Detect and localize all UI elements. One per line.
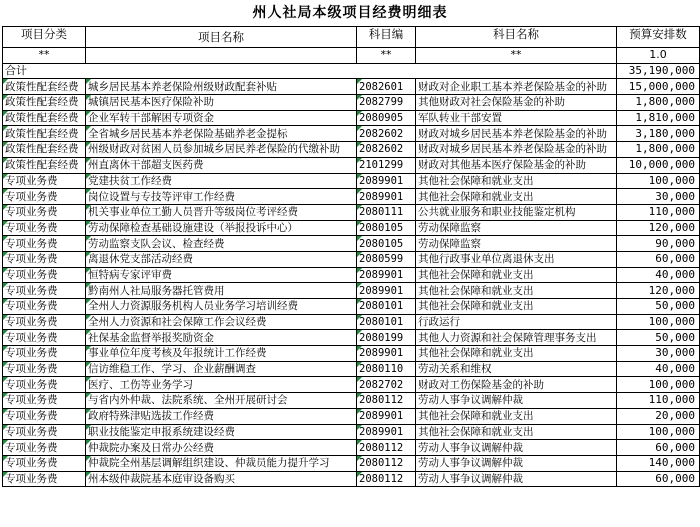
row-subject: 劳动人事争议调解仲裁 [416, 393, 617, 409]
row-amount: 20,000 [617, 408, 700, 424]
table-row [3, 157, 700, 173]
row-category: 专项业务费 [3, 440, 86, 456]
unit-code: ** [357, 48, 416, 64]
row-amount: 110,000 [617, 393, 700, 409]
row-subject: 财政对工伤保险基金的补助 [416, 377, 617, 393]
row-name: 机关事业单位工勤人员晋升等级岗位考评经费 [86, 204, 357, 220]
row-category: 政策性配套经费 [3, 95, 86, 111]
row-code: 2080905 [357, 110, 416, 126]
table-row [3, 377, 700, 393]
header-subject: 科目名称 [416, 27, 617, 48]
row-subject: 其他社会保障和就业支出 [416, 189, 617, 205]
row-amount: 3,180,000 [617, 126, 700, 142]
row-code: 2089901 [357, 424, 416, 440]
row-category: 专项业务费 [3, 455, 86, 471]
total-row [3, 63, 700, 79]
table-row [3, 314, 700, 330]
row-subject: 劳动人事争议调解仲裁 [416, 440, 617, 456]
row-category: 政策性配套经费 [3, 142, 86, 158]
row-subject: 财政对城乡居民基本养老保险基金的补助 [416, 126, 617, 142]
row-code: 2080112 [357, 455, 416, 471]
row-name: 信访维稳工作、学习、企业薪酬调查 [86, 361, 357, 377]
table-row [3, 424, 700, 440]
row-name: 黔南州人社局服务器托管费用 [86, 283, 357, 299]
row-amount: 1,800,000 [617, 95, 700, 111]
row-name: 企业军转干部解困专项资金 [86, 110, 357, 126]
unit-name [86, 48, 357, 64]
row-subject: 行政运行 [416, 314, 617, 330]
row-amount: 100,000 [617, 173, 700, 189]
table-row [3, 142, 700, 158]
row-code: 2080199 [357, 330, 416, 346]
row-category: 专项业务费 [3, 283, 86, 299]
row-code: 2089901 [357, 189, 416, 205]
row-code: 2080110 [357, 361, 416, 377]
row-category: 专项业务费 [3, 377, 86, 393]
row-subject: 财政对企业职工基本养老保险基金的补助 [416, 79, 617, 95]
row-code: 2080101 [357, 299, 416, 315]
row-name: 仲裁院办案及日常办公经费 [86, 440, 357, 456]
table-row [3, 299, 700, 315]
row-name: 事业单位年度考核及年报统计工作经费 [86, 346, 357, 362]
row-amount: 40,000 [617, 267, 700, 283]
row-amount: 30,000 [617, 346, 700, 362]
row-name: 与省内外仲裁、法院系统、全州开展研讨会 [86, 393, 357, 409]
row-code: 2080112 [357, 471, 416, 487]
row-amount: 1,800,000 [617, 142, 700, 158]
row-category: 专项业务费 [3, 393, 86, 409]
row-name: 医疗、工伤等业务学习 [86, 377, 357, 393]
row-amount: 60,000 [617, 471, 700, 487]
table-row [3, 393, 700, 409]
row-code: 2080105 [357, 236, 416, 252]
row-name: 恒特病专家评审费 [86, 267, 357, 283]
row-amount: 50,000 [617, 299, 700, 315]
header-code: 科目编 [357, 27, 416, 48]
row-subject: 劳动保障监察 [416, 236, 617, 252]
row-code: 2089901 [357, 173, 416, 189]
row-category: 专项业务费 [3, 189, 86, 205]
row-code: 2082601 [357, 79, 416, 95]
row-subject: 劳动保障监察 [416, 220, 617, 236]
row-category: 专项业务费 [3, 408, 86, 424]
table-row [3, 251, 700, 267]
row-code: 2101299 [357, 157, 416, 173]
table-row [3, 126, 700, 142]
row-code: 2080111 [357, 204, 416, 220]
row-amount: 110,000 [617, 204, 700, 220]
row-name: 仲裁院全州基层调解组织建设、仲裁员能力提升学习 [86, 455, 357, 471]
unit-amount: 1.0 [617, 48, 700, 64]
row-name: 州级财政对贫困人员参加城乡居民养老保险的代缴补助 [86, 142, 357, 158]
table-row [3, 408, 700, 424]
row-subject: 其他财政对社会保险基金的补助 [416, 95, 617, 111]
row-code: 2089901 [357, 283, 416, 299]
page-title: 州人社局本级项目经费明细表 [252, 5, 448, 21]
row-category: 专项业务费 [3, 314, 86, 330]
row-category: 专项业务费 [3, 236, 86, 252]
row-category: 专项业务费 [3, 330, 86, 346]
row-amount: 10,000,000 [617, 157, 700, 173]
row-category: 专项业务费 [3, 204, 86, 220]
row-code: 2082702 [357, 377, 416, 393]
row-name: 党建扶贫工作经费 [86, 173, 357, 189]
row-code: 2080112 [357, 393, 416, 409]
total-label: 合计 [3, 63, 617, 79]
row-name: 劳动保障检查基础设施建设（举报投诉中心） [86, 220, 357, 236]
row-name: 城乡居民基本养老保险州级财政配套补贴 [86, 79, 357, 95]
row-subject: 劳动人事争议调解仲裁 [416, 471, 617, 487]
row-subject: 其他社会保障和就业支出 [416, 283, 617, 299]
unit-category: ** [3, 48, 86, 64]
row-amount: 15,000,000 [617, 79, 700, 95]
table-row [3, 346, 700, 362]
row-code: 2089901 [357, 267, 416, 283]
row-code: 2089901 [357, 408, 416, 424]
row-name: 州直离休干部超支医药费 [86, 157, 357, 173]
table-row [3, 95, 700, 111]
table-row [3, 220, 700, 236]
row-amount: 30,000 [617, 189, 700, 205]
row-amount: 100,000 [617, 314, 700, 330]
row-name: 劳动监察支队会议、检查经费 [86, 236, 357, 252]
row-name: 城镇居民基本医疗保险补助 [86, 95, 357, 111]
table-row [3, 173, 700, 189]
row-amount: 40,000 [617, 361, 700, 377]
row-subject: 军队转业干部安置 [416, 110, 617, 126]
row-amount: 60,000 [617, 440, 700, 456]
table-row [3, 267, 700, 283]
row-category: 专项业务费 [3, 267, 86, 283]
table-row [3, 204, 700, 220]
row-subject: 公共就业服务和职业技能鉴定机构 [416, 204, 617, 220]
row-code: 2082602 [357, 142, 416, 158]
row-category: 专项业务费 [3, 346, 86, 362]
row-name: 离退休党支部活动经费 [86, 251, 357, 267]
row-subject: 其他社会保障和就业支出 [416, 346, 617, 362]
row-code: 2080101 [357, 314, 416, 330]
row-category: 政策性配套经费 [3, 126, 86, 142]
header-category: 项目分类 [3, 27, 86, 48]
table-row [3, 330, 700, 346]
row-amount: 50,000 [617, 330, 700, 346]
row-name: 州本级仲裁院基本庭审设备购买 [86, 471, 357, 487]
row-category: 专项业务费 [3, 471, 86, 487]
row-subject: 其他行政事业单位离退休支出 [416, 251, 617, 267]
row-subject: 财政对城乡居民基本养老保险基金的补助 [416, 142, 617, 158]
row-name: 政府特殊津贴选拔工作经费 [86, 408, 357, 424]
row-amount: 100,000 [617, 424, 700, 440]
header-amount: 预算安排数 [617, 27, 700, 48]
row-subject: 劳动关系和维权 [416, 361, 617, 377]
row-amount: 140,000 [617, 455, 700, 471]
row-code: 2082799 [357, 95, 416, 111]
row-code: 2080105 [357, 220, 416, 236]
table-row [3, 110, 700, 126]
table-row [3, 361, 700, 377]
row-category: 专项业务费 [3, 361, 86, 377]
row-name: 岗位设置与专技等评审工作经费 [86, 189, 357, 205]
row-subject: 其他社会保障和就业支出 [416, 173, 617, 189]
row-code: 2080112 [357, 440, 416, 456]
row-name: 全省城乡居民基本养老保险基础养老金提标 [86, 126, 357, 142]
table-row [3, 440, 700, 456]
table-row [3, 189, 700, 205]
row-subject: 其他人力资源和社会保障管理事务支出 [416, 330, 617, 346]
row-category: 政策性配套经费 [3, 157, 86, 173]
table-row [3, 471, 700, 487]
row-category: 专项业务费 [3, 424, 86, 440]
header-row [3, 27, 700, 48]
row-subject: 财政对其他基本医疗保险基金的补助 [416, 157, 617, 173]
row-amount: 120,000 [617, 220, 700, 236]
row-name: 全州人力资源和社会保障工作会议经费 [86, 314, 357, 330]
row-category: 政策性配套经费 [3, 110, 86, 126]
row-amount: 60,000 [617, 251, 700, 267]
row-code: 2082602 [357, 126, 416, 142]
row-name: 职业技能鉴定申报系统建设经费 [86, 424, 357, 440]
row-amount: 1,810,000 [617, 110, 700, 126]
table-row [3, 455, 700, 471]
table-row [3, 236, 700, 252]
row-amount: 120,000 [617, 283, 700, 299]
row-name: 社保基金监督举报奖励资金 [86, 330, 357, 346]
row-subject: 其他社会保障和就业支出 [416, 424, 617, 440]
row-name: 全州人力资源服务机构人员业务学习培训经费 [86, 299, 357, 315]
row-amount: 90,000 [617, 236, 700, 252]
row-subject: 其他社会保障和就业支出 [416, 267, 617, 283]
row-code: 2080599 [357, 251, 416, 267]
row-subject: 其他社会保障和就业支出 [416, 299, 617, 315]
row-category: 专项业务费 [3, 173, 86, 189]
total-amount: 35,190,000 [617, 63, 700, 79]
row-amount: 100,000 [617, 377, 700, 393]
row-category: 专项业务费 [3, 220, 86, 236]
row-subject: 劳动人事争议调解仲裁 [416, 455, 617, 471]
unit-row [3, 48, 700, 64]
row-category: 专项业务费 [3, 299, 86, 315]
unit-subject: ** [416, 48, 617, 64]
table-row [3, 283, 700, 299]
row-category: 专项业务费 [3, 251, 86, 267]
header-name: 项目名称 [86, 27, 357, 48]
table-row [3, 79, 700, 95]
row-category: 政策性配套经费 [3, 79, 86, 95]
budget-table [2, 26, 700, 487]
row-code: 2089901 [357, 346, 416, 362]
row-subject: 其他社会保障和就业支出 [416, 408, 617, 424]
